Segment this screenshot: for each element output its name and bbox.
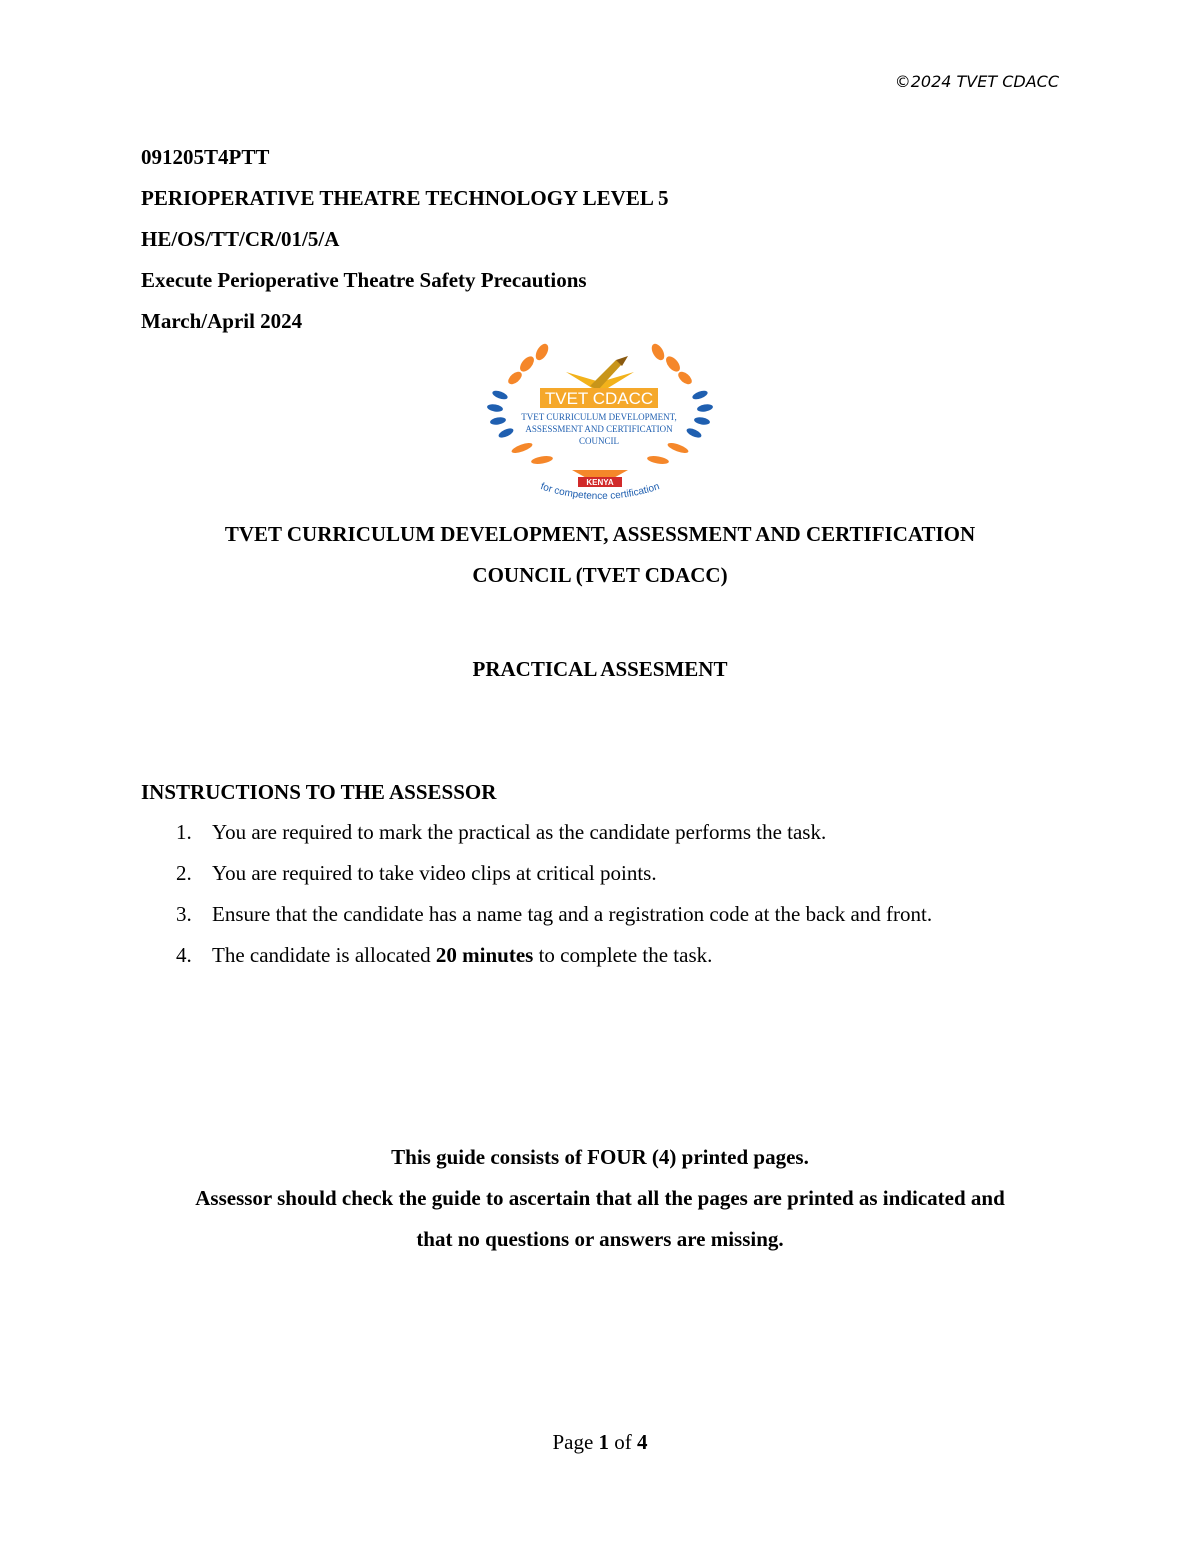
- kenya-text: KENYA: [586, 478, 614, 487]
- list-item-text: You are required to mark the practical as the candidate performs the task.: [212, 820, 827, 844]
- instructions-heading: INSTRUCTIONS TO THE ASSESSOR: [141, 780, 497, 804]
- list-item-text-pre: The candidate is allocated: [212, 943, 436, 967]
- paper-code: 091205T4PTT: [141, 145, 270, 169]
- course-title: PERIOPERATIVE THEATRE TECHNOLOGY LEVEL 5: [141, 186, 669, 210]
- page-number: Page 1 of 4: [552, 1430, 648, 1454]
- council-name-line-1: TVET CURRICULUM DEVELOPMENT, ASSESSMENT AND CERTIFICATION: [224, 522, 976, 546]
- list-item: [141, 902, 932, 943]
- emblem-icon: [566, 356, 634, 390]
- assessment-type: PRACTICAL ASSESMENT: [472, 657, 728, 681]
- list-item-number: 2.: [176, 861, 192, 885]
- logo-line-2: ASSESSMENT AND CERTIFICATION: [525, 424, 673, 434]
- instructions-list: [141, 820, 932, 984]
- list-item-text: You are required to take video clips at critical points.: [212, 861, 657, 885]
- list-item-text: Ensure that the candidate has a name tag and a registration code at the back and front.: [212, 902, 933, 926]
- list-item-number: 4.: [176, 943, 192, 967]
- list-item-number: 3.: [176, 902, 192, 926]
- laurel-lower-leaves: [510, 441, 689, 480]
- logo-line-3: COUNCIL: [579, 436, 619, 446]
- logo-line-1: TVET CURRICULUM DEVELOPMENT,: [521, 412, 677, 422]
- time-allocation: 20 minutes: [435, 943, 534, 967]
- assessor-check-note-2: that no questions or answers are missing.: [416, 1227, 784, 1251]
- copyright-notice: ©2024 TVET CDACC: [894, 72, 1059, 91]
- list-item: [141, 943, 932, 984]
- list-item-number: 1.: [176, 820, 192, 844]
- list-item: [141, 820, 932, 861]
- assessor-check-note-1: Assessor should check the guide to ascertain that all the pages are printed as indicated and: [195, 1186, 1005, 1210]
- current-page: 1: [598, 1430, 610, 1454]
- council-name-line-2: COUNCIL (TVET CDACC): [472, 563, 728, 587]
- tvet-cdacc-logo: [480, 340, 720, 512]
- logo-motto: for competence certification: [539, 481, 661, 503]
- logo-banner-text: TVET CDACC: [544, 389, 654, 408]
- page-count-note: This guide consists of FOUR (4) printed pages.: [391, 1145, 809, 1169]
- list-item: [141, 861, 932, 902]
- exam-session: March/April 2024: [141, 309, 303, 333]
- unit-title: Execute Perioperative Theatre Safety Precautions: [141, 268, 587, 292]
- unit-code: HE/OS/TT/CR/01/5/A: [141, 227, 340, 251]
- total-pages: 4: [637, 1430, 648, 1454]
- list-item-text-post: to complete the task.: [533, 943, 713, 967]
